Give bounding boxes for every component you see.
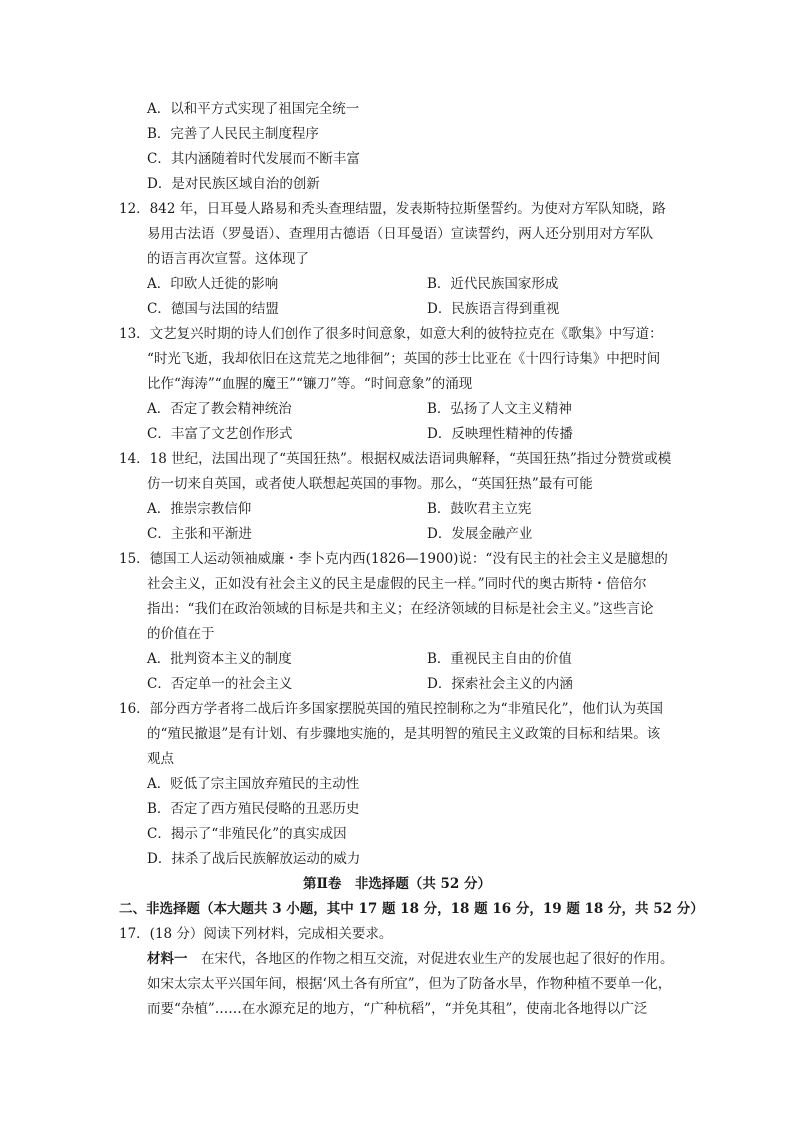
q12-stem-line2: 易用古法语（罗曼语）、查理用古德语（日耳曼语）宣读誓约，两人还分别用对方军队	[147, 226, 654, 242]
q15-option-c: C．否定单一的社会主义	[147, 676, 293, 692]
q16-stem-line3: 观点	[147, 751, 174, 767]
q13-stem-line3: 比作“海涛”“血腥的魔王”“镰刀”等。“时间意象”的涌现	[147, 376, 473, 392]
q15-option-d: D．探索社会主义的内涵	[427, 676, 573, 692]
q13-stem-line2: “时光飞逝，我却依旧在这荒芜之地徘徊”；英国的莎士比亚在《十四行诗集》中把时间	[147, 351, 661, 367]
part2-heading: 二、非选择题（本大题共 3 小题，其中 17 题 18 分，18 题 16 分，19 题 18 分，共 52 分）	[119, 901, 704, 917]
q16-option-a: A．贬低了宗主国放弃殖民的主动性	[147, 776, 360, 792]
q12-stem-line1: 12．842 年，日耳曼人路易和秃头查理结盟，发表斯特拉斯堡誓约。为使对方军队知晓，路	[119, 201, 666, 217]
q12-option-a: A．印欧人迁徙的影响	[147, 276, 279, 292]
q13-option-a: A．否定了教会精神统治	[147, 401, 292, 417]
q17-material1-line3: 而要“杂植”……在水源充足的地方，“广种杭稻”，“并免其租”，使南北各地得以广泛	[147, 1001, 648, 1017]
q16-stem-line1: 16．部分西方学者将二战后许多国家摆脱英国的殖民控制称之为“非殖民化”，他们认为英国	[119, 701, 663, 717]
q15-stem-line2: 社会主义，正如没有社会主义的民主是虚假的民主一样。”同时代的奥古斯特・倍倍尔	[147, 576, 647, 592]
q14-option-b: B．鼓吹君主立宪	[427, 501, 532, 517]
q13-stem-line1: 13．文艺复兴时期的诗人们创作了很多时间意象，如意大利的彼特拉克在《歌集》中写道：	[119, 326, 663, 342]
q17-stem: 17．(18 分）阅读下列材料，完成相关要求。	[119, 926, 393, 942]
q14-option-d: D．发展金融产业	[427, 526, 533, 542]
q16-option-c: C．揭示了“非殖民化”的真实成因	[147, 826, 347, 842]
q11-option-b: B．完善了人民民主制度程序	[147, 126, 319, 142]
q13-option-b: B．弘扬了人文主义精神	[427, 401, 572, 417]
q11-option-a: A．以和平方式实现了祖国完全统一	[147, 101, 360, 117]
q17-material1-line2: 如宋太宗太平兴国年间，根据‘风土各有所宜”，但为了防备水旱，作物种植不要单一化，	[147, 976, 672, 992]
q16-stem-line2: 的“殖民撤退”是有计划、有步骤地实施的，是其明智的殖民主义政策的目标和结果。该	[147, 726, 661, 742]
q12-option-b: B．近代民族国家形成	[427, 276, 559, 292]
q15-stem-line1: 15．德国工人运动领袖威廉・李卜克内西(1826—1900)说：“没有民主的社会主义是臆想的	[119, 551, 668, 567]
q15-option-b: B．重视民主自由的价值	[427, 651, 572, 667]
q14-stem-line2: 仿一切来自英国，或者使人联想起英国的事物。那么，“英国狂热”最有可能	[147, 476, 593, 492]
q17-material1-line1	[147, 949, 674, 969]
q14-option-c: C．主张和平渐进	[147, 526, 252, 542]
q17-material1-label: 材料一	[147, 951, 188, 967]
q13-option-d: D．反映理性精神的传播	[427, 426, 573, 442]
q17-material1-text: 在宋代，各地区的作物之相互交流，对促进农业生产的发展也起了很好的作用。	[187, 951, 674, 967]
q12-option-c: C．德国与法国的结盟	[147, 301, 279, 317]
q12-stem-line3: 的语言再次宣誓。这体现了	[147, 251, 309, 267]
q15-stem-line3: 指出：“我们在政治领域的目标是共和主义；在经济领域的目标是社会主义。”这些言论	[147, 601, 654, 617]
q15-option-a: A．批判资本主义的制度	[147, 651, 292, 667]
q12-option-d: D．民族语言得到重视	[427, 301, 560, 317]
q11-option-d: D．是对民族区域自治的创新	[147, 176, 320, 192]
q14-stem-line1: 14．18 世纪，法国出现了“英国狂热”。根据权威法语词典解释，“英国狂热”指过分赞赏或模	[119, 451, 672, 467]
q14-option-a: A．推崇宗教信仰	[147, 501, 252, 517]
q11-option-c: C．其内涵随着时代发展而不断丰富	[147, 151, 360, 167]
q15-stem-line4: 的价值在于	[147, 626, 215, 642]
q16-option-d: D．抹杀了战后民族解放运动的威力	[147, 851, 361, 867]
q13-option-c: C．丰富了文艺创作形式	[147, 426, 293, 442]
part2-title: 第Ⅱ卷 非选择题（共 52 分）	[302, 876, 492, 892]
q16-option-b: B．否定了西方殖民侵略的丑恶历史	[147, 801, 360, 817]
